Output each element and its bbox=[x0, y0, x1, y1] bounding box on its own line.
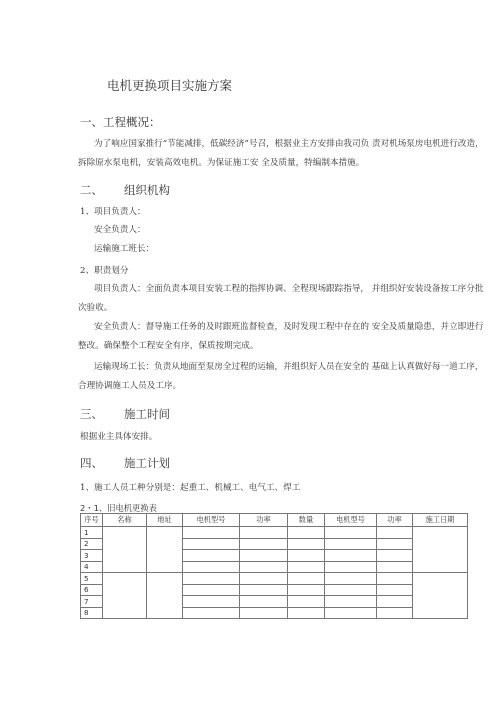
table-caption: 2・1、旧电机更换表 bbox=[80, 503, 157, 513]
header-date: 施工日期 bbox=[413, 514, 468, 527]
row-index: 4 bbox=[81, 561, 103, 573]
section-4-heading: 施工计划 bbox=[124, 456, 170, 470]
section-3-text: 根据业主具体安排。 bbox=[80, 432, 158, 442]
section-1-text-content: 为了响应国家推行“节能减排，低碳经济”号召，根据业主方安排由我司负 责对机场泵房电机进行改造，拆除原水泵电机，安装高效电机。为保证施工安 全及质量，特编制本措施。 bbox=[78, 139, 484, 168]
cell bbox=[325, 573, 377, 585]
cell bbox=[377, 550, 413, 562]
cell bbox=[183, 573, 240, 585]
cell bbox=[183, 538, 240, 550]
header-index: 序号 bbox=[81, 514, 103, 527]
cell bbox=[288, 573, 325, 585]
page-title: 电机更换项目实施方案 bbox=[107, 78, 233, 93]
cell bbox=[325, 538, 377, 550]
row-index: 2 bbox=[81, 538, 103, 550]
header-quantity: 数量 bbox=[288, 514, 325, 527]
duty-transport-leader-text: 运输现场工长：负责从地面至泵房全过程的运输，并组织好人员在安全的 基础上认真做好每一道工序，合理协调施工人员及工序。 bbox=[78, 362, 484, 391]
header-name: 名称 bbox=[103, 514, 147, 527]
cell-address bbox=[147, 573, 183, 619]
cell bbox=[183, 584, 240, 596]
cell bbox=[240, 561, 288, 573]
header-new-motor-model: 电机型号 bbox=[325, 514, 377, 527]
cell bbox=[240, 573, 288, 585]
cell bbox=[325, 584, 377, 596]
cell bbox=[288, 607, 325, 619]
duty-project-leader-text: 项目负责人：全面负责本项目安装工程的指挥协调、全程现场跟踪指导， 并组织好安装设备按工序分批次验收。 bbox=[78, 284, 484, 313]
cell bbox=[377, 538, 413, 550]
cell bbox=[240, 538, 288, 550]
item-project-leader: 1、项目负责人： bbox=[80, 207, 146, 217]
motor-replacement-table bbox=[80, 513, 468, 619]
cell-name bbox=[103, 573, 147, 619]
section-4-workers: 1、施工人员工种分别是：起重工、机械工、电气工、焊工 bbox=[80, 483, 301, 493]
cell bbox=[183, 561, 240, 573]
cell bbox=[288, 550, 325, 562]
cell bbox=[377, 596, 413, 608]
cell bbox=[183, 607, 240, 619]
cell bbox=[288, 596, 325, 608]
item-transport-leader: 运输施工班长： bbox=[94, 244, 155, 254]
header-address: 地址 bbox=[147, 514, 183, 527]
item-safety-leader: 安全负责人： bbox=[94, 225, 146, 235]
cell-date bbox=[413, 573, 468, 619]
cell-name bbox=[103, 527, 147, 573]
cell bbox=[377, 607, 413, 619]
cell bbox=[377, 584, 413, 596]
duty-safety-leader bbox=[78, 318, 484, 356]
item-duties: 2、职责划分 bbox=[80, 266, 129, 276]
cell bbox=[240, 550, 288, 562]
section-3-number: 三、 bbox=[80, 407, 103, 421]
table-row bbox=[81, 573, 468, 585]
cell bbox=[288, 561, 325, 573]
cell bbox=[288, 527, 325, 539]
section-2-number: 二、 bbox=[80, 183, 103, 197]
table-row bbox=[81, 527, 468, 539]
header-old-motor-model: 电机型号 bbox=[183, 514, 240, 527]
section-1-text bbox=[78, 135, 484, 173]
cell bbox=[377, 527, 413, 539]
cell bbox=[325, 527, 377, 539]
row-index: 1 bbox=[81, 527, 103, 539]
cell bbox=[240, 607, 288, 619]
cell bbox=[240, 527, 288, 539]
row-index: 3 bbox=[81, 550, 103, 562]
row-index: 5 bbox=[81, 573, 103, 585]
cell bbox=[183, 527, 240, 539]
header-new-power: 功率 bbox=[377, 514, 413, 527]
cell bbox=[183, 550, 240, 562]
cell bbox=[240, 584, 288, 596]
section-4-number: 四、 bbox=[80, 456, 103, 470]
row-index: 7 bbox=[81, 596, 103, 608]
cell bbox=[377, 561, 413, 573]
cell-date bbox=[413, 527, 468, 573]
cell bbox=[325, 607, 377, 619]
row-index: 8 bbox=[81, 607, 103, 619]
section-1-heading: 一、工程概况： bbox=[80, 115, 161, 129]
cell bbox=[325, 596, 377, 608]
cell bbox=[325, 561, 377, 573]
cell bbox=[288, 584, 325, 596]
duty-safety-leader-text: 安全负责人：督导施工任务的及时跟班监督检查，及时发现工程中存在的 安全及质量隐患，并立即进行整改。确保整个工程安全有序，保质按期完成。 bbox=[78, 322, 484, 351]
section-3-heading: 施工时间 bbox=[124, 407, 170, 421]
cell bbox=[288, 538, 325, 550]
cell-address bbox=[147, 527, 183, 573]
section-2-heading: 组织机构 bbox=[124, 183, 170, 197]
cell bbox=[325, 550, 377, 562]
duty-transport-leader bbox=[78, 358, 484, 396]
table-header-row bbox=[81, 514, 468, 527]
duty-project-leader bbox=[78, 280, 484, 318]
cell bbox=[377, 573, 413, 585]
cell bbox=[240, 596, 288, 608]
header-old-power: 功率 bbox=[240, 514, 288, 527]
row-index: 6 bbox=[81, 584, 103, 596]
cell bbox=[183, 596, 240, 608]
